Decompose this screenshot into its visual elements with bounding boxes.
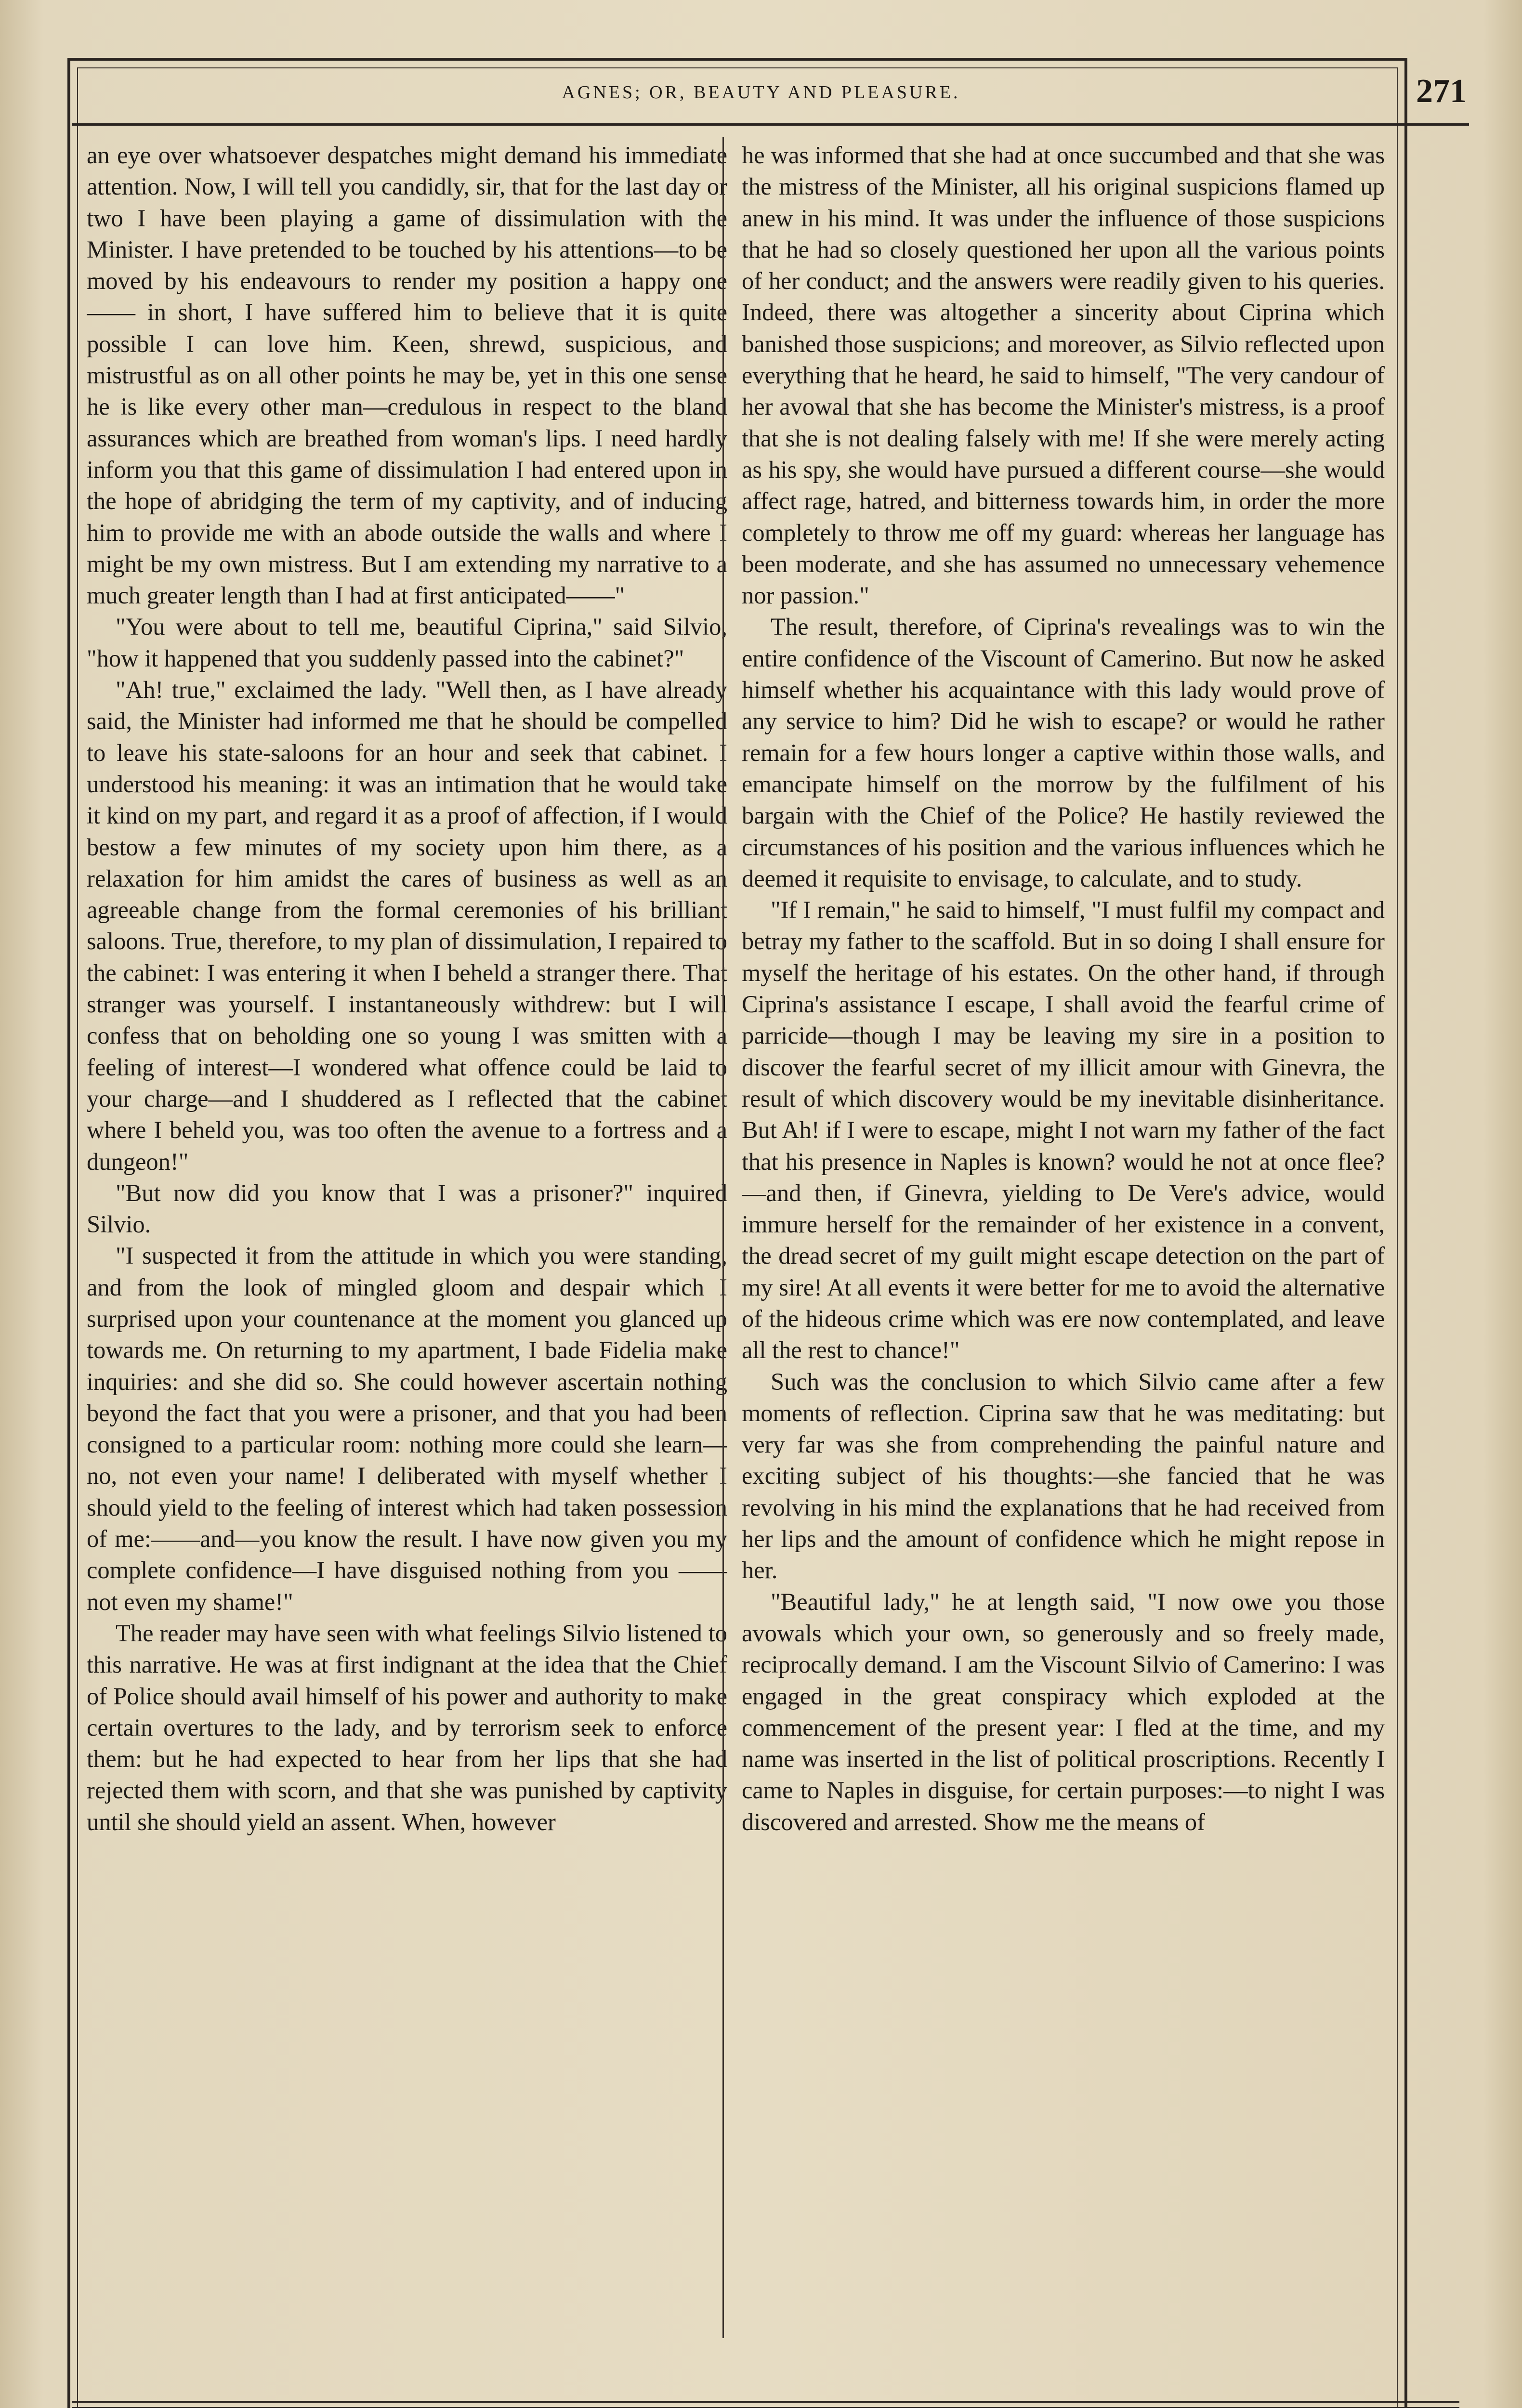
page-number: 271 xyxy=(1416,73,1467,110)
left-column xyxy=(87,140,727,2348)
column-divider xyxy=(722,137,724,2338)
right-paragraph: Such was the conclusion to which Silvio came after a few moments of reflection. Ciprina saw that he was meditating: but very far was she from comprehending the painful nature and exciting subject of his thoughts:—she fancied that he was revolving in his mind the explanations that he had received from her lips and the amount of confidence which he might repose in her. xyxy=(742,1368,1385,1584)
left-paragraph: "Ah! true," exclaimed the lady. "Well then, as I have already said, the Minister had informed me that he should be compelled to leave his state-saloons for an hour and seek that cabinet. I understood his meaning: it was an intimation that he would take it kind on my part, and regard it as a proof of affection, if I would bestow a few minutes of my society upon him there, as a relaxation for him amidst the cares of business as well as an agreeable change from the formal ceremonies of his brilliant saloons. True, therefore, to my plan of dissimulation, I repaired to the cabinet: I was entering it when I beheld a stranger there. That stranger was yourself. I instantaneously withdrew: but I will confess that on beholding one so young I was smitten with a feeling of interest—I wondered what offence could be laid to your charge—and I shuddered as I reflected that the cabinet where I beheld you, was too often the avenue to a fortress and a dungeon!" xyxy=(87,676,727,1175)
left-paragraph: "I suspected it from the attitude in which you were standing, and from the look of mingled gloom and despair which I surprised upon your countenance at the moment you glanced up towards me. On returning to my apartment, I bade Fidelia make inquiries: and she did so. She could however ascertain nothing beyond the fact that you were a prisoner, and that you had been consigned to a particular room: nothing more could she learn—no, not even your name! I deliberated with myself whether I should yield to the feeling of interest which had taken possession of me:——and—you know the result. I have now given you my complete confidence—I have disguised nothing from you —— not even my shame!" xyxy=(87,1242,727,1615)
running-title: AGNES; OR, BEAUTY AND PLEASURE. xyxy=(562,82,960,103)
header-rule xyxy=(72,123,1469,126)
bottom-rule xyxy=(72,2401,1459,2403)
right-column xyxy=(742,140,1385,2348)
right-paragraph: The result, therefore, of Ciprina's revealings was to win the entire confidence of the Viscount of Camerino. But now he asked himself whether his acquaintance with this lady would prove of any service to him? Did he wish to escape? or would he rather remain for a few hours longer a captive within those walls, and emancipate himself on the morrow by the fulfilment of his bargain with the Chief of the Police? He hastily reviewed the circumstances of his position and the various influences which he deemed it requisite to envisage, to calculate, and to study. xyxy=(742,613,1385,892)
right-paragraph: "If I remain," he said to himself, "I must fulfil my compact and betray my father to the scaffold. But in so doing I shall ensure for myself the heritage of his estates. On the other hand, if through Ciprina's assistance I escape, I shall avoid the fearful crime of parricide—though I may be leaving my sire in a position to discover the fearful secret of my illicit amour with Ginevra, the result of which discovery would be my inevitable disinheritance. But Ah! if I were to escape, might I not warn my father of the fact that his presence in Naples is known? would he not at once flee?—and then, if Ginevra, yielding to De Vere's advice, would immure herself for the remainder of her existence in a convent, the dread secret of my guilt might escape detection on the part of my sire! At all events it were better for me to avoid the alternative of the hideous crime which was ere now contemplated, and leave all the rest to chance!" xyxy=(742,896,1385,1364)
left-paragraph: The reader may have seen with what feelings Silvio listened to this narrative. He was at first indignant at the idea that the Chief of Police should avail himself of his power and authority to make certain overtures to the lady, and by terrorism seek to enforce them: but he had expected to hear from her lips that she had rejected them with scorn, and that she was punished by captivity until she should yield an assent. When, however xyxy=(87,1619,727,1835)
right-paragraph: "Beautiful lady," he at length said, "I now owe you those avowals which your own, so generously and so freely made, reciprocally demand. I am the Viscount Silvio of Camerino: I was engaged in the great conspiracy which exploded at the commencement of the present year: I fled at the time, and my name was inserted in the list of political proscriptions. Recently I came to Naples in disguise, for certain purposes:—to night I was discovered and arrested. Show me the means of xyxy=(742,1588,1385,1835)
left-paragraph: an eye over whatsoever despatches might demand his immediate attention. Now, I will tell you candidly, sir, that for the last day or two I have been playing a game of dissimulation with the Minister. I have pretended to be touched by his attentions—to be moved by his endeavours to render my position a happy one —— in short, I have suffered him to believe that it is quite possible I can love him. Keen, shrewd, suspicious, and mistrustful as on all other points he may be, yet in this one sense he is like every other man—credulous in respect to the bland assurances which are breathed from woman's lips. I need hardly inform you that this game of dissimulation I had entered upon in the hope of abridging the term of my captivity, and of inducing him to provide me with an abode outside the walls and where I might be my own mistress. But I am extending my narrative to a much greater length than I had at first anticipated——" xyxy=(87,142,727,609)
left-paragraph: "You were about to tell me, beautiful Ciprina," said Silvio, "how it happened that you suddenly passed into the cabinet?" xyxy=(87,613,727,672)
right-paragraph: he was informed that she had at once succumbed and that she was the mistress of the Minister, all his original suspicions flamed up anew in his mind. It was under the influence of those suspicions that he had so closely questioned her upon all the various points of her conduct; and the answers were readily given to his queries. Indeed, there was altogether a sincerity about Ciprina which banished those suspicions; and moreover, as Silvio reflected upon everything that he heard, he said to himself, "The very candour of her avowal that she has become the Minister's mistress, is a proof that she is not dealing falsely with me! If she were merely acting as his spy, she would have pursued a different course—she would affect rage, hatred, and bitterness towards him, in order the more completely to throw me off my guard: whereas her language has been moderate, and she has assumed no unnecessary vehemence nor passion." xyxy=(742,142,1385,609)
left-paragraph: "But now did you know that I was a prisoner?" inquired Silvio. xyxy=(87,1179,727,1238)
